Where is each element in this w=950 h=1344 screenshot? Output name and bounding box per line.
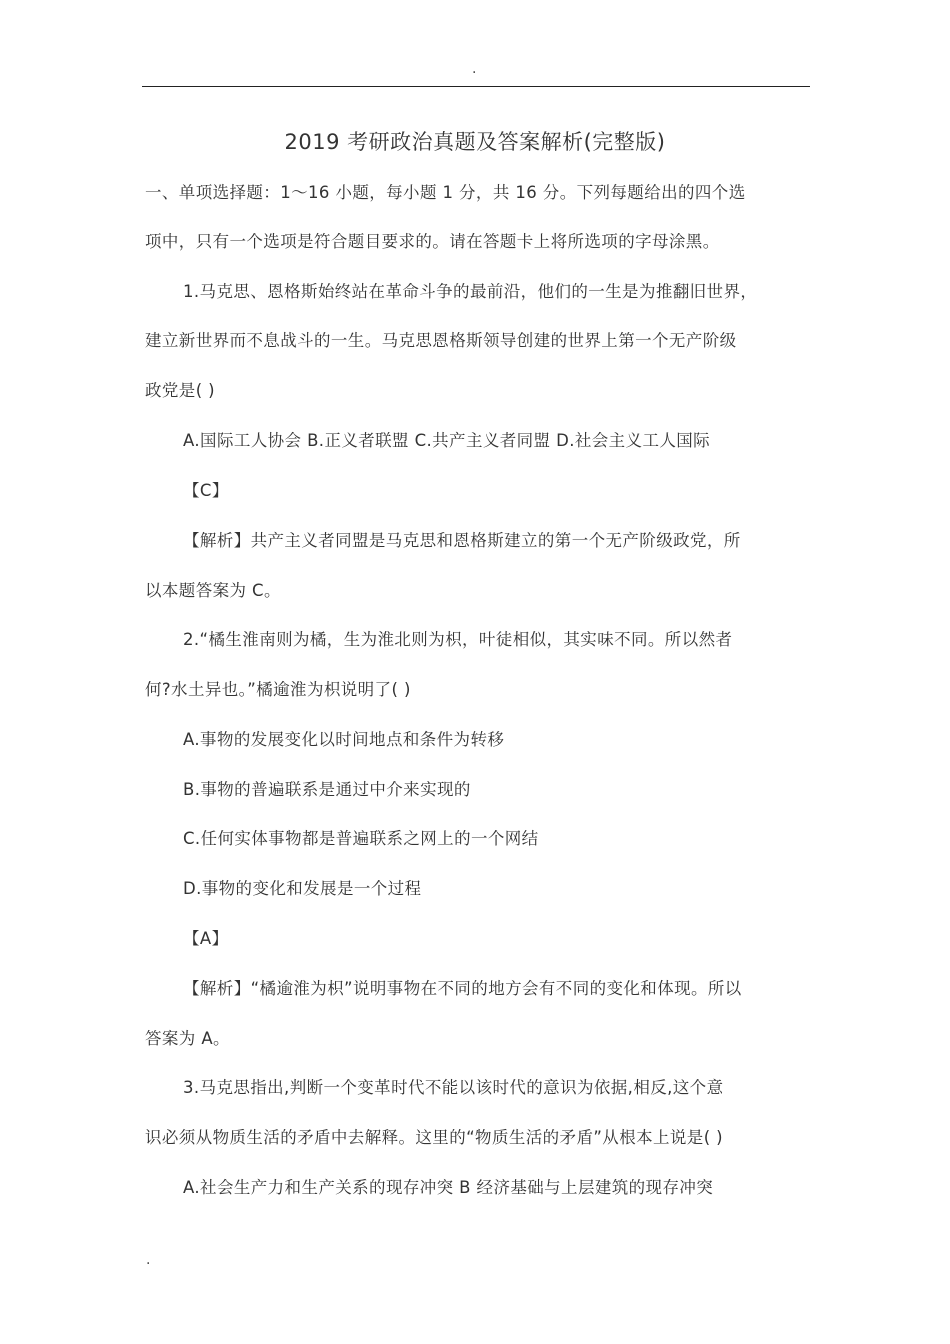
q2-option-d: D.事物的变化和发展是一个过程 <box>183 879 422 898</box>
document-title: 2019 考研政治真题及答案解析(完整版) <box>284 130 666 154</box>
q2-analysis-line-1: 【解析】“橘逾淮为枳”说明事物在不同的地方会有不同的变化和体现。所以 <box>183 979 742 998</box>
q2-option-b: B.事物的普遍联系是通过中介来实现的 <box>183 780 471 799</box>
q1-stem-line-2: 建立新世界而不息战斗的一生。马克思恩格斯领导创建的世界上第一个无产阶级 <box>145 331 737 350</box>
section-intro-line-1: 一、单项选择题：1～16 小题，每小题 1 分，共 16 分。下列每题给出的四个选 <box>145 183 746 202</box>
q1-analysis-line-2: 以本题答案为 C。 <box>145 581 281 600</box>
q2-option-a: A.事物的发展变化以时间地点和条件为转移 <box>183 730 505 749</box>
section-intro-line-2: 项中，只有一个选项是符合题目要求的。请在答题卡上将所选项的字母涂黑。 <box>145 232 720 251</box>
q2-stem-line-1: 2.“橘生淮南则为橘，生为淮北则为枳，叶徒相似，其实味不同。所以然者 <box>183 630 733 649</box>
q2-stem-line-2: 何?水土异也。”橘逾淮为枳说明了( ) <box>145 680 411 699</box>
q3-options: A.社会生产力和生产关系的现存冲突 B 经济基础与上层建筑的现存冲突 <box>183 1178 714 1197</box>
q2-answer: 【A】 <box>183 929 229 948</box>
footer-mark: . <box>146 1252 151 1268</box>
header-rule <box>142 86 810 87</box>
q3-stem-line-1: 3.马克思指出,判断一个变革时代不能以该时代的意识为依据,相反,这个意 <box>183 1078 724 1097</box>
q3-stem-line-2: 识必须从物质生活的矛盾中去解释。这里的“物质生活的矛盾”从根本上说是( ) <box>145 1128 724 1147</box>
q1-options: A.国际工人协会 B.正义者联盟 C.共产主义者同盟 D.社会主义工人国际 <box>183 431 711 450</box>
q2-option-c: C.任何实体事物都是普遍联系之网上的一个网结 <box>183 829 539 848</box>
q1-stem-line-1: 1.马克思、恩格斯始终站在革命斗争的最前沿，他们的一生是为推翻旧世界， <box>183 282 758 301</box>
q2-analysis-line-2: 答案为 A。 <box>145 1029 230 1048</box>
q1-analysis-line-1: 【解析】共产主义者同盟是马克思和恩格斯建立的第一个无产阶级政党，所 <box>183 531 741 550</box>
q1-stem-line-3: 政党是( ) <box>145 381 216 400</box>
q1-answer: 【C】 <box>183 481 229 500</box>
header-mark: . <box>472 61 477 77</box>
